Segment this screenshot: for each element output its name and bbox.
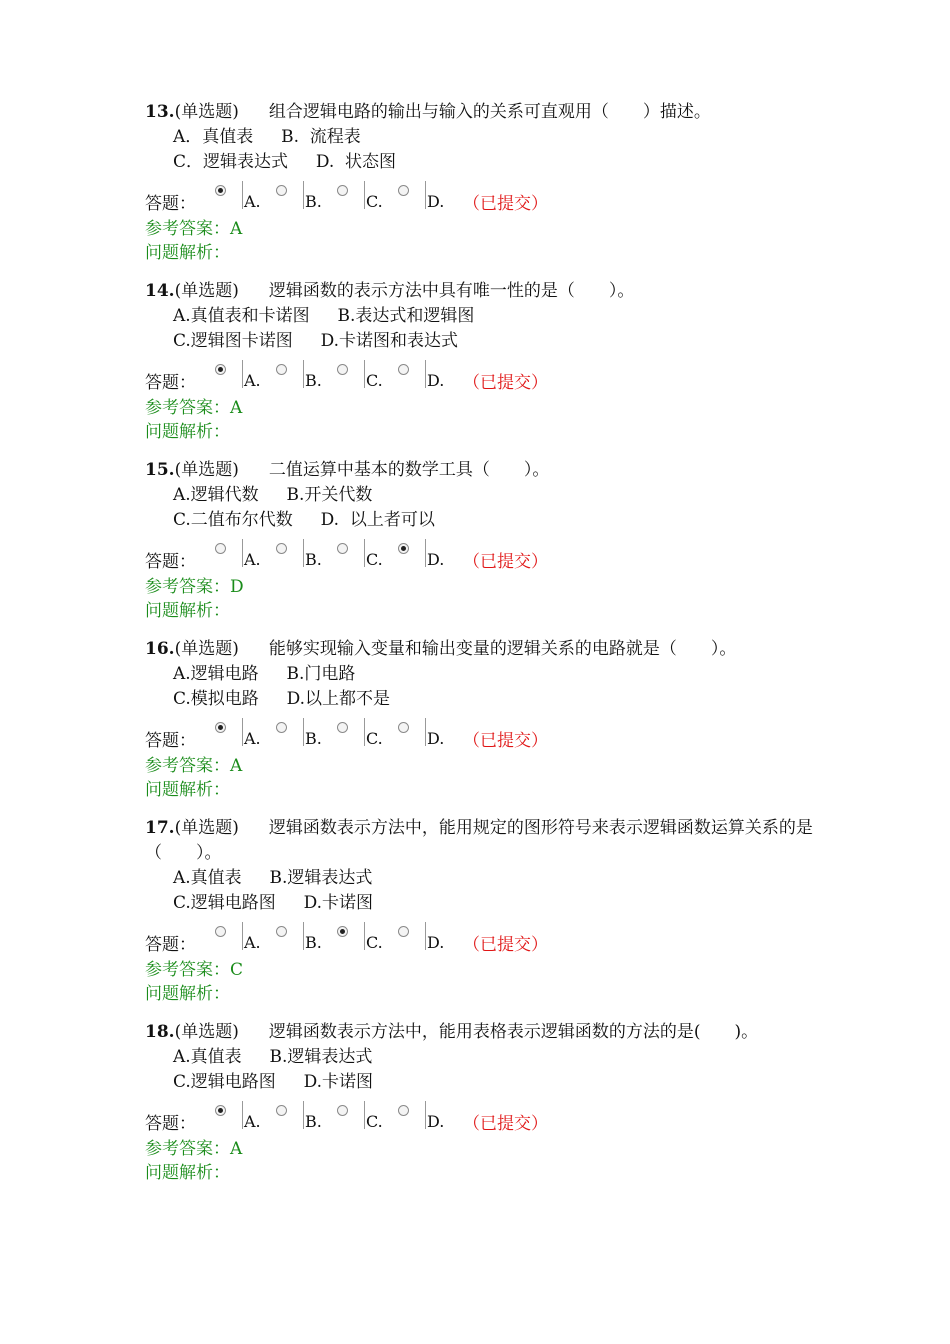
question-text: 组合逻辑电路的输出与输入的关系可直观用（ ）描述。 [268,102,711,122]
question-number: 18. [145,1022,175,1042]
question-block [145,458,825,623]
option-letter: C. [366,550,383,569]
radio-option-a[interactable] [215,364,226,375]
reference-answer [145,754,825,778]
option-divider [364,539,365,567]
radio-option-b[interactable] [276,543,287,554]
question-text: 二值运算中基本的数学工具（ ）。 [268,460,550,480]
option-letter: B. [305,192,322,211]
reference-value: A [230,219,243,239]
question-type: (单选题) [174,1022,239,1042]
question-type: (单选题) [174,639,239,659]
reference-label: 参考答案： [145,756,230,776]
option-divider [425,181,426,209]
option-line: C.逻辑电路图 D.卡诺图 [173,893,374,913]
question-block [145,1020,825,1185]
submitted-status: （已提交） [463,935,548,955]
radio-option-c[interactable] [337,543,348,554]
option-divider [364,181,365,209]
radio-option-b[interactable] [276,1105,287,1116]
radio-option-c[interactable] [337,926,348,937]
question-text: 能够实现输入变量和输出变量的逻辑关系的电路就是（ ）。 [268,639,737,659]
question-stem [145,100,825,125]
reference-label: 参考答案： [145,398,230,418]
reference-value: C [230,960,244,980]
answer-row [145,922,825,956]
option-letter: B. [305,729,322,748]
option-letter: D. [427,1112,445,1131]
analysis-label: 问题解析： [145,984,230,1004]
option-divider [303,539,304,567]
question-stem [145,816,825,866]
option-letter: B. [305,933,322,952]
option-letter: C. [366,192,383,211]
radio-option-d[interactable] [398,364,409,375]
question-text: 逻辑函数表示方法中，能用表格表示逻辑函数的方法的是( )。 [268,1022,759,1042]
answer-row [145,181,825,215]
answer-row [145,360,825,394]
question-number: 17. [145,818,175,838]
option-letter: A. [244,371,261,390]
reference-answer [145,575,825,599]
answer-label: 答题： [145,552,196,572]
answer-label: 答题： [145,731,196,751]
option-letter: B. [305,550,322,569]
option-line: C．逻辑表达式 D. 状态图 [173,152,397,172]
question-block [145,816,825,1006]
question-number: 15. [145,460,175,480]
option-divider [425,1101,426,1129]
radio-option-a[interactable] [215,185,226,196]
answer-label: 答题： [145,1114,196,1134]
option-divider [425,360,426,388]
option-divider [364,360,365,388]
option-line: A．真值表 B. 流程表 [173,127,361,147]
question-type: (单选题) [174,281,239,301]
option-letter: C. [366,933,383,952]
submitted-status: （已提交） [463,1114,548,1134]
radio-option-d[interactable] [398,1105,409,1116]
radio-option-b[interactable] [276,364,287,375]
reference-label: 参考答案： [145,960,230,980]
option-divider [303,360,304,388]
option-line: C.逻辑图卡诺图 D.卡诺图和表达式 [173,331,459,351]
analysis-label: 问题解析： [145,243,230,263]
option-letter: C. [366,729,383,748]
radio-option-d[interactable] [398,722,409,733]
option-divider [242,360,243,388]
radio-option-c[interactable] [337,364,348,375]
option-divider [425,922,426,950]
option-letter: D. [427,192,445,211]
option-letter: B. [305,1112,322,1131]
question-type: (单选题) [174,102,239,122]
answer-row [145,718,825,752]
analysis-label: 问题解析： [145,601,230,621]
radio-option-a[interactable] [215,543,226,554]
option-divider [242,1101,243,1129]
reference-label: 参考答案： [145,1139,230,1159]
option-divider [364,1101,365,1129]
reference-answer [145,217,825,241]
reference-value: D [230,577,244,597]
question-stem [145,1020,825,1045]
reference-value: A [230,398,243,418]
option-line: A.真值表 B.逻辑表达式 [173,1047,373,1067]
option-letter: C. [366,371,383,390]
question-stem [145,279,825,304]
option-divider [364,922,365,950]
option-divider [242,181,243,209]
option-divider [242,718,243,746]
option-letter: A. [244,729,261,748]
answer-label: 答题： [145,935,196,955]
option-divider [303,181,304,209]
option-line: C.二值布尔代数 D. 以上者可以 [173,510,435,530]
question-number: 14. [145,281,175,301]
reference-answer [145,1137,825,1161]
option-line: A.真值表和卡诺图 B.表达式和逻辑图 [173,306,475,326]
question-block [145,279,825,444]
radio-option-d[interactable] [398,543,409,554]
option-letter: A. [244,550,261,569]
reference-value: A [230,756,243,776]
option-divider [425,718,426,746]
analysis-label: 问题解析： [145,1163,230,1183]
option-line: A.逻辑代数 B.开关代数 [173,485,373,505]
answer-label: 答题： [145,373,196,393]
radio-option-c[interactable] [337,185,348,196]
radio-option-d[interactable] [398,926,409,937]
question-number: 13. [145,102,175,122]
radio-option-a[interactable] [215,926,226,937]
radio-option-b[interactable] [276,722,287,733]
reference-answer [145,958,825,982]
option-letter: B. [305,371,322,390]
option-letter: A. [244,1112,261,1131]
submitted-status: （已提交） [463,373,548,393]
analysis-label: 问题解析： [145,422,230,442]
submitted-status: （已提交） [463,552,548,572]
submitted-status: （已提交） [463,731,548,751]
question-stem [145,458,825,483]
radio-option-b[interactable] [276,185,287,196]
question-type: (单选题) [174,460,239,480]
radio-option-c[interactable] [337,1105,348,1116]
option-letter: D. [427,933,445,952]
question-block [145,100,825,265]
radio-option-a[interactable] [215,722,226,733]
option-line: C.模拟电路 D.以上都不是 [173,689,391,709]
question-stem [145,637,825,662]
question-text: 逻辑函数表示方法中，能用规定的图形符号来表示逻辑函数运算关系的是（ ）。 [145,818,813,863]
option-divider [303,718,304,746]
radio-option-c[interactable] [337,722,348,733]
submitted-status: （已提交） [463,194,548,214]
option-line: A.逻辑电路 B.门电路 [173,664,356,684]
question-block [145,637,825,802]
option-letter: D. [427,550,445,569]
option-letter: C. [366,1112,383,1131]
question-type: (单选题) [174,818,239,838]
reference-label: 参考答案： [145,219,230,239]
reference-label: 参考答案： [145,577,230,597]
answer-row [145,539,825,573]
radio-option-a[interactable] [215,1105,226,1116]
answer-row [145,1101,825,1135]
option-letter: D. [427,729,445,748]
option-divider [242,539,243,567]
option-divider [303,1101,304,1129]
option-letter: A. [244,933,261,952]
option-line: C.逻辑电路图 D.卡诺图 [173,1072,374,1092]
option-divider [303,922,304,950]
option-divider [242,922,243,950]
option-divider [425,539,426,567]
option-letter: D. [427,371,445,390]
analysis-label: 问题解析： [145,780,230,800]
radio-option-b[interactable] [276,926,287,937]
reference-answer [145,396,825,420]
option-line: A.真值表 B.逻辑表达式 [173,868,373,888]
option-letter: A. [244,192,261,211]
reference-value: A [230,1139,243,1159]
option-divider [364,718,365,746]
radio-option-d[interactable] [398,185,409,196]
question-text: 逻辑函数的表示方法中具有唯一性的是（ ）。 [268,281,635,301]
answer-label: 答题： [145,194,196,214]
question-number: 16. [145,639,175,659]
